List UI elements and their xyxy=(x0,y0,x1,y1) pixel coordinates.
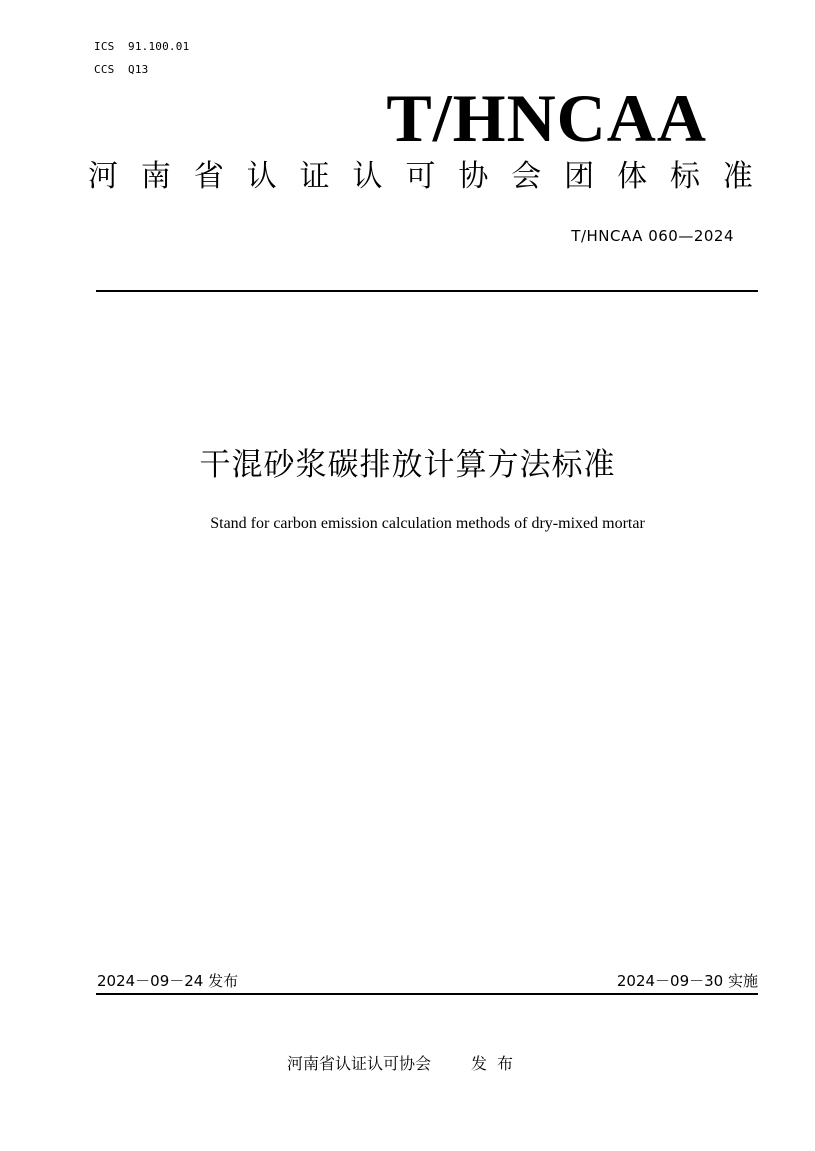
ccs-code: Q13 xyxy=(128,63,149,76)
banner-char: 可 xyxy=(405,159,436,194)
header-divider xyxy=(96,290,758,292)
banner-char: 认 xyxy=(352,159,383,194)
banner-char: 标 xyxy=(669,159,700,194)
standard-logo: T/HNCAA xyxy=(386,80,707,156)
standard-type-banner xyxy=(88,157,753,197)
banner-char: 团 xyxy=(564,159,595,194)
banner-char: 认 xyxy=(246,159,277,194)
banner-char: 准 xyxy=(722,159,753,194)
document-title-english: Stand for carbon emission calculation methods of dry-mixed mortar xyxy=(210,515,645,532)
footer-divider xyxy=(96,993,758,995)
publisher-name: 河南省认证认可协会 xyxy=(287,1054,432,1073)
banner-char: 体 xyxy=(617,159,648,194)
issue-label: 发布 xyxy=(471,1054,524,1073)
banner-char: 会 xyxy=(511,159,542,194)
banner-char: 南 xyxy=(140,159,171,194)
release-date: 2024－09－24 发布 xyxy=(97,972,239,990)
ccs-classification xyxy=(94,63,148,77)
ics-code: 91.100.01 xyxy=(128,40,190,53)
banner-char: 协 xyxy=(458,159,489,194)
standard-number: T/HNCAA 060—2024 xyxy=(571,227,734,245)
document-title: 干混砂浆碳排放计算方法标准 xyxy=(199,447,616,483)
implementation-date: 2024－09－30 实施 xyxy=(616,972,758,990)
publisher-line xyxy=(287,1053,523,1075)
banner-char: 证 xyxy=(299,159,330,194)
ics-classification xyxy=(94,40,189,54)
ics-label: ICS xyxy=(94,40,115,53)
ccs-label: CCS xyxy=(94,63,115,76)
banner-char: 河 xyxy=(88,159,118,194)
banner-char: 省 xyxy=(193,159,224,194)
